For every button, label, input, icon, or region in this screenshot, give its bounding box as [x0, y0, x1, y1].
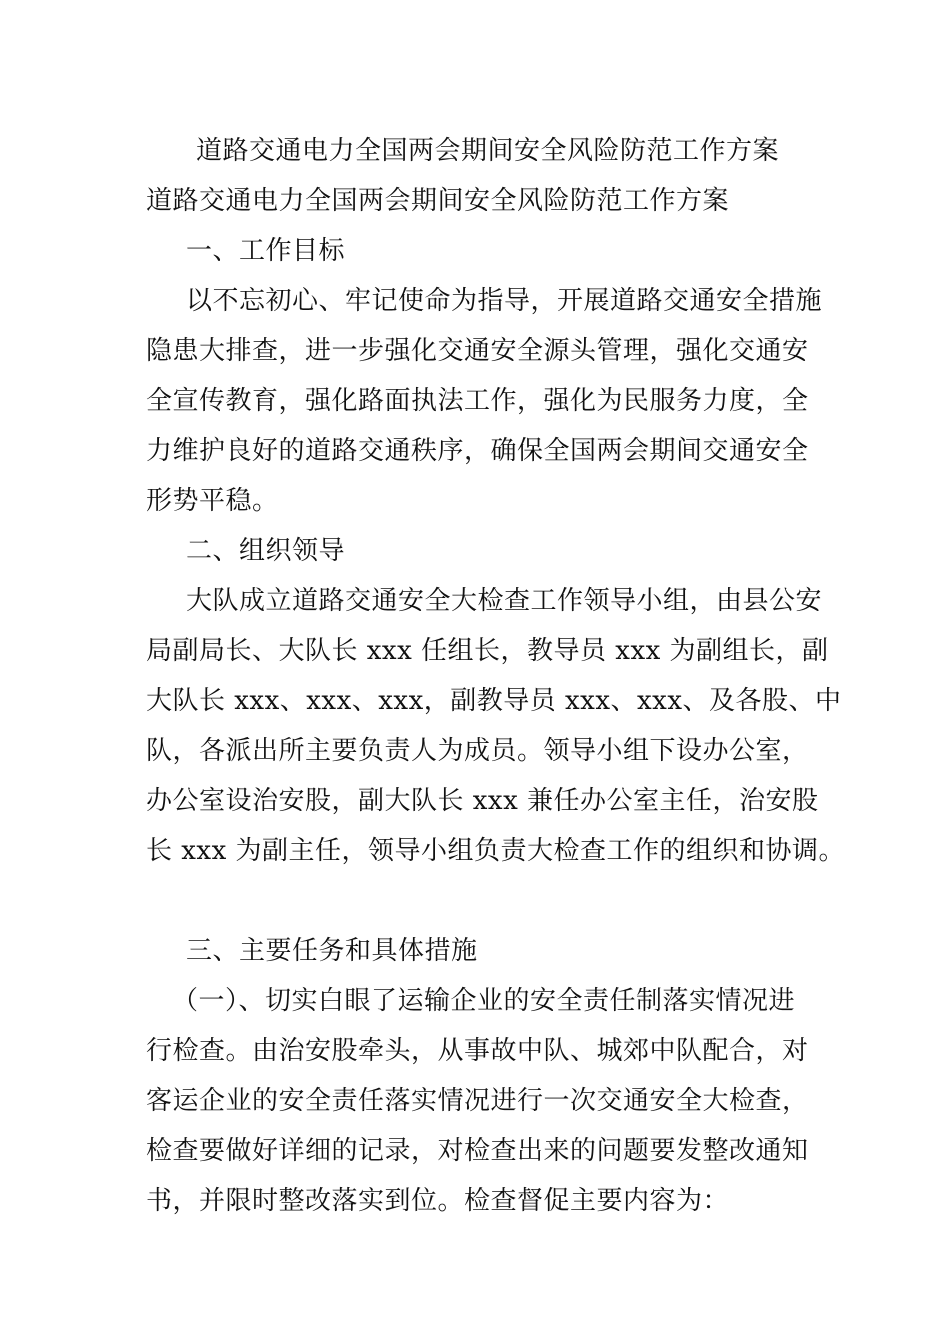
paragraph-line: 隐患大排查，进一步强化交通安全源头管理，强化交通安 — [146, 336, 809, 366]
paragraph-line: 局副局长、大队长 xxx 任组长，教导员 xxx 为副组长，副 — [146, 636, 829, 666]
paragraph-line: 书，并限时整改落实到位。检查督促主要内容为： — [146, 1186, 730, 1216]
section-heading-goals: 一、工作目标 — [186, 236, 346, 266]
paragraph-line: （一）、切实白眼了运输企业的安全责任制落实情况进 — [172, 986, 796, 1016]
paragraph-line: 力维护良好的道路交通秩序，确保全国两会期间交通安全 — [146, 436, 809, 466]
paragraph-line: 大队长 xxx、xxx、xxx，副教导员 xxx、xxx、及各股、中 — [146, 686, 842, 716]
paragraph-line: 全宣传教育，强化路面执法工作，强化为民服务力度，全 — [146, 386, 809, 416]
paragraph-line: 长 xxx 为副主任，领导小组负责大检查工作的组织和协调。 — [146, 836, 846, 866]
paragraph-line: 队，各派出所主要负责人为成员。领导小组下设办公室， — [146, 736, 809, 766]
section-heading-tasks: 三、主要任务和具体措施 — [186, 936, 478, 966]
paragraph-line: 客运企业的安全责任落实情况进行一次交通安全大检查， — [146, 1086, 809, 1116]
paragraph-line: 大队成立道路交通安全大检查工作领导小组，由县公安 — [186, 586, 823, 616]
paragraph-line: 行检查。由治安股牵头，从事故中队、城郊中队配合，对 — [146, 1036, 809, 1066]
paragraph-line: 以不忘初心、牢记使命为指导，开展道路交通安全措施 — [186, 286, 823, 316]
paragraph-line: 检查要做好详细的记录，对检查出来的问题要发整改通知 — [146, 1136, 809, 1166]
paragraph-line: 形势平稳。 — [146, 486, 279, 516]
section-heading-leadership: 二、组织领导 — [186, 536, 346, 566]
document-title: 道路交通电力全国两会期间安全风险防范工作方案 — [196, 136, 780, 166]
document-subtitle: 道路交通电力全国两会期间安全风险防范工作方案 — [146, 186, 730, 216]
paragraph-line: 办公室设治安股，副大队长 xxx 兼任办公室主任，治安股 — [146, 786, 819, 816]
